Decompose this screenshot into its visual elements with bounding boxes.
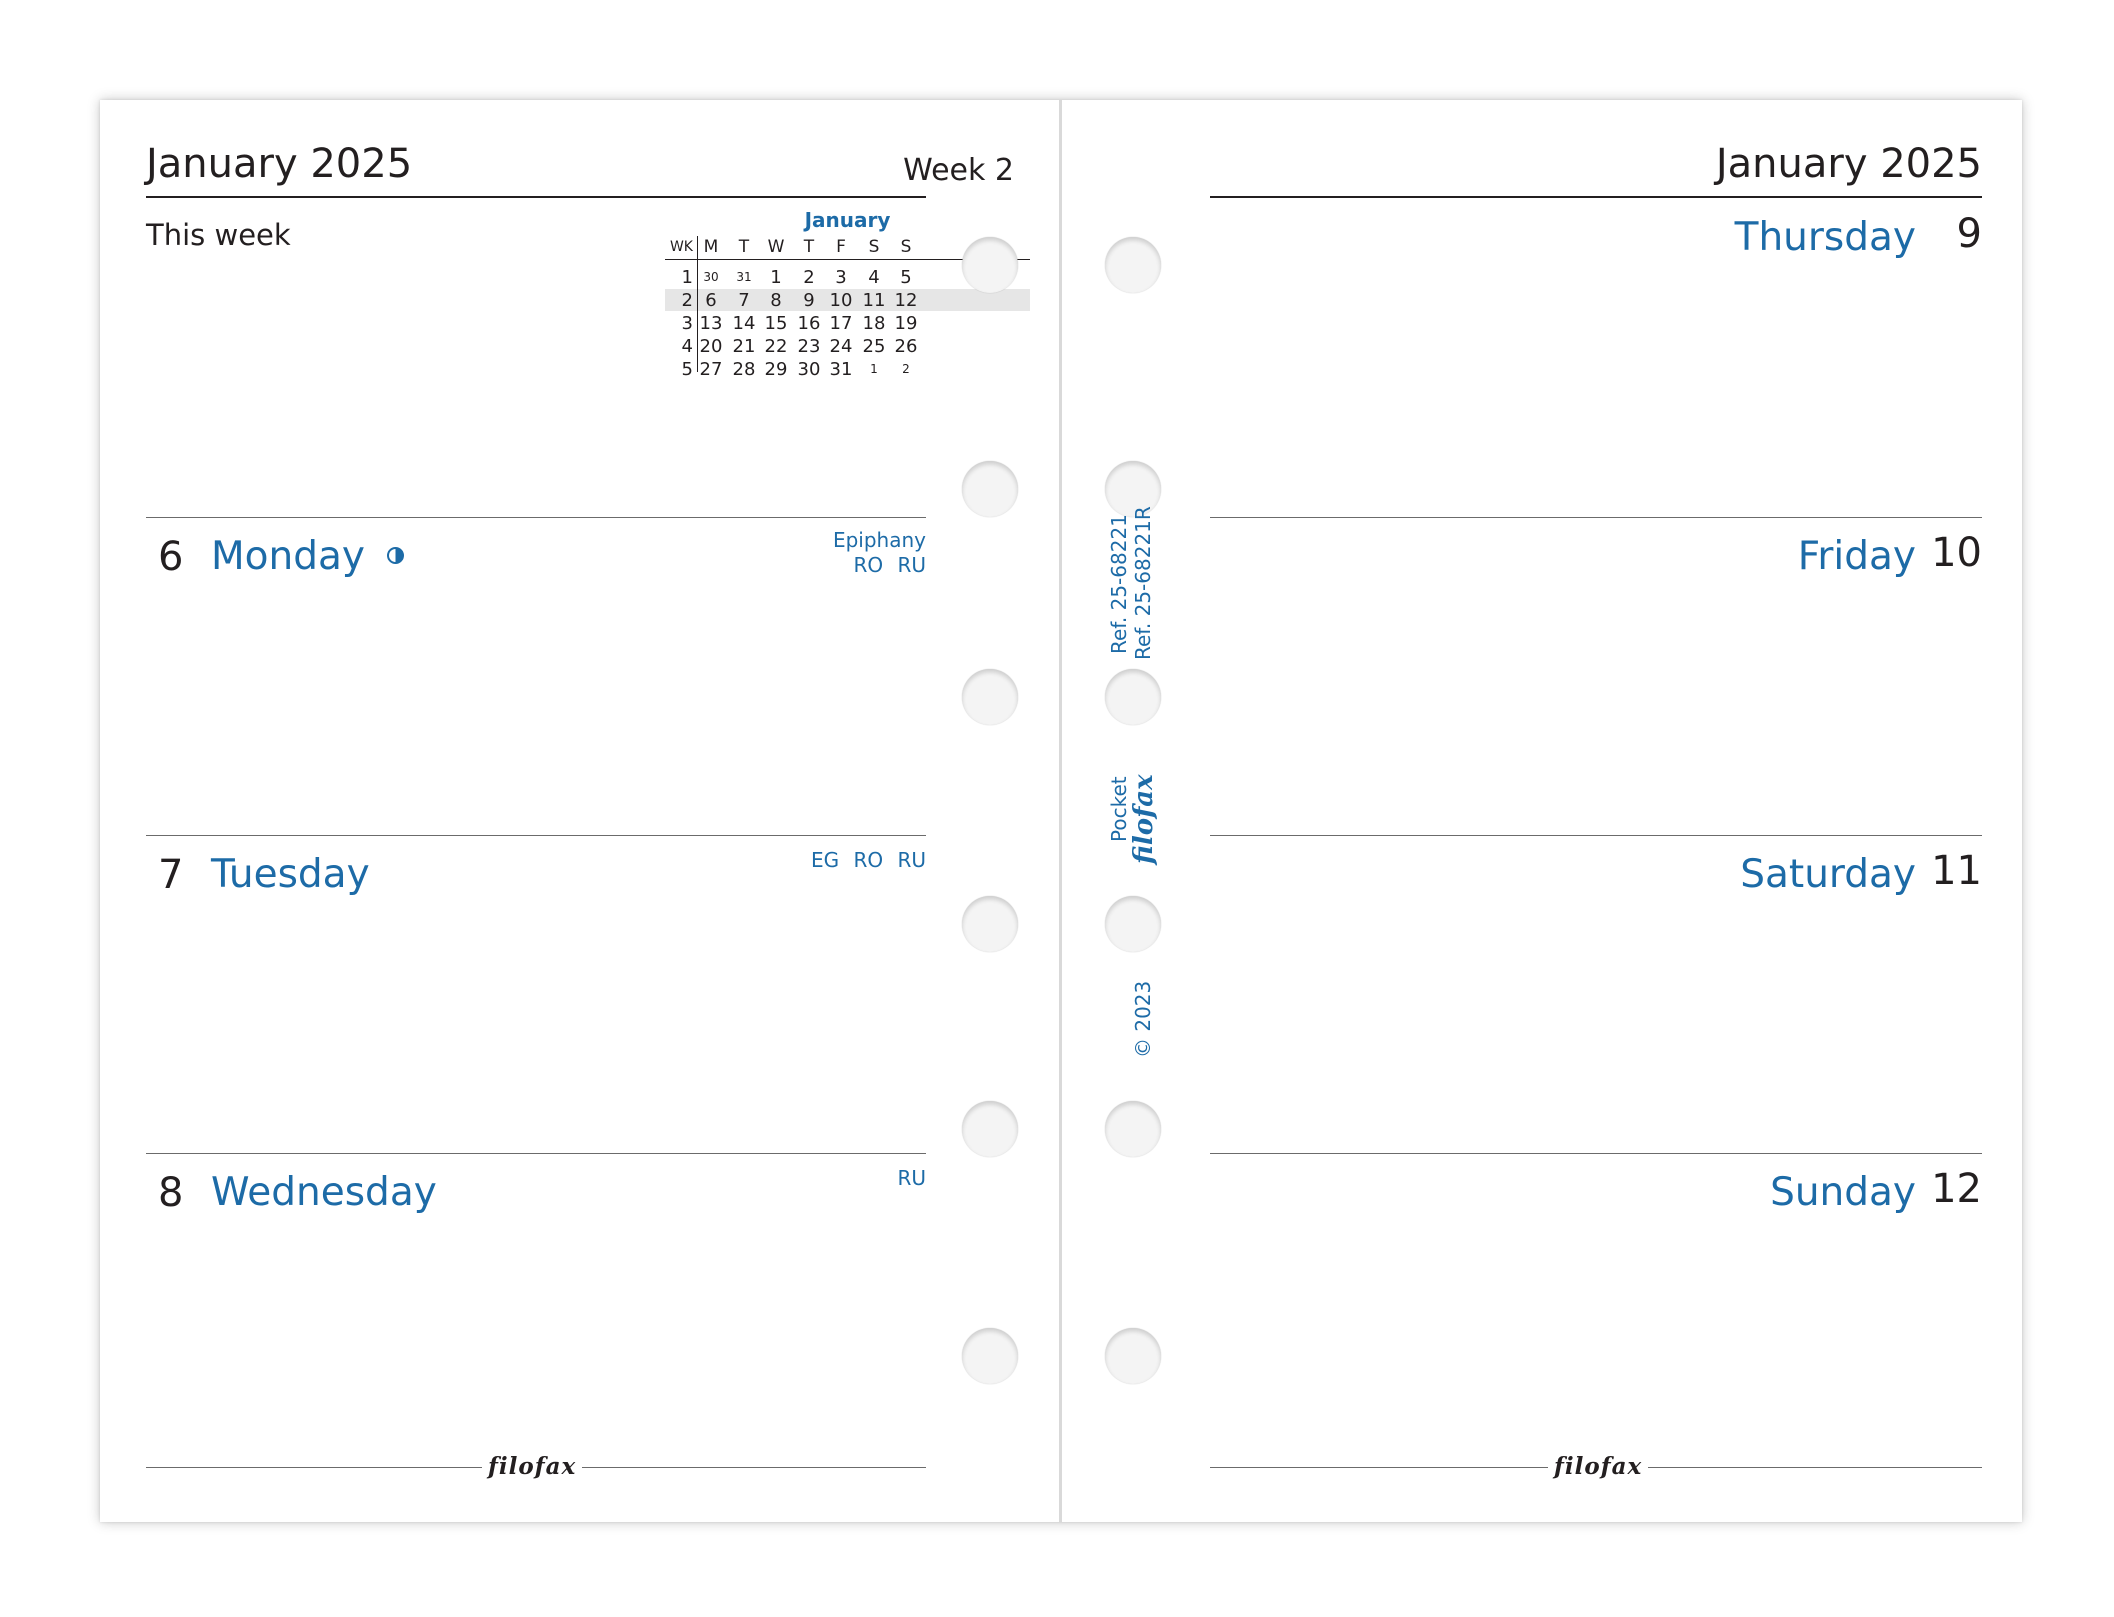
mini-calendar-day: 31 — [829, 359, 853, 380]
filofax-logo: filofax — [1548, 1453, 1648, 1480]
binder-hole — [962, 669, 1018, 725]
holiday-countries: RO RU — [853, 553, 926, 577]
holiday-countries: RU — [897, 1166, 926, 1190]
day-name: Saturday — [1740, 852, 1916, 897]
section-divider — [1210, 517, 1982, 518]
holiday-note: Epiphany — [832, 528, 926, 552]
mcal-head: T — [738, 237, 750, 257]
section-divider — [1210, 835, 1982, 836]
right-month-title: January 2025 — [1715, 141, 1982, 187]
day-number: 10 — [1931, 530, 1982, 576]
day-number: 9 — [1956, 211, 1982, 257]
mini-calendar-day: 15 — [764, 313, 788, 334]
mini-calendar-day: 28 — [732, 359, 756, 380]
mini-calendar-week-row — [665, 312, 1030, 335]
binder-hole — [1105, 896, 1161, 952]
mcal-head: S — [900, 237, 912, 257]
binder-hole — [1105, 669, 1161, 725]
mcal-head: T — [803, 237, 815, 257]
mcal-head: W — [767, 237, 785, 257]
mini-calendar-day: 12 — [894, 290, 918, 311]
day-number: 12 — [1931, 1166, 1982, 1212]
mini-calendar-day: 25 — [862, 336, 886, 357]
binder-hole — [1105, 1328, 1161, 1384]
mcal-head-wk: WK — [669, 239, 693, 255]
filofax-spine-logo: filofax — [1129, 774, 1159, 864]
this-week-label: This week — [146, 218, 291, 252]
mini-calendar-day: 17 — [829, 313, 853, 334]
day-name: Wednesday — [211, 1170, 437, 1215]
mini-calendar-week-number: 4 — [681, 336, 693, 357]
mini-calendar-week-row — [665, 335, 1030, 358]
mini-calendar-day: 20 — [699, 336, 723, 357]
mini-calendar-day: 31 — [736, 270, 752, 284]
mini-calendar-week-number: 5 — [681, 359, 693, 380]
mini-calendar-day: 24 — [829, 336, 853, 357]
mini-calendar-day: 30 — [703, 270, 719, 284]
day-name: Thursday — [1734, 215, 1916, 260]
binder-hole — [962, 1101, 1018, 1157]
binder-hole — [962, 896, 1018, 952]
day-name: Sunday — [1770, 1170, 1916, 1215]
mini-calendar-week-row — [665, 289, 1030, 312]
binder-hole — [962, 461, 1018, 517]
mini-calendar-week-number: 1 — [681, 267, 693, 288]
binder-hole — [1105, 1101, 1161, 1157]
copyright: © 2023 — [1131, 980, 1155, 1058]
day-name — [211, 534, 404, 579]
mini-calendar-day: 2 — [803, 267, 815, 288]
day-name: Friday — [1797, 534, 1916, 579]
mini-calendar-day: 30 — [797, 359, 821, 380]
left-page — [100, 100, 1060, 1522]
mini-calendar-day: 10 — [829, 290, 853, 311]
day-number: 11 — [1931, 848, 1982, 894]
mini-calendar-day: 5 — [900, 267, 912, 288]
mini-calendar-day: 4 — [868, 267, 880, 288]
reference-code: Ref. 25-68221 — [1107, 514, 1131, 654]
filofax-logo: filofax — [482, 1453, 582, 1480]
mini-calendar-day: 6 — [705, 290, 717, 311]
mini-calendar-day: 26 — [894, 336, 918, 357]
left-header-rule — [146, 196, 926, 198]
mcal-head: M — [703, 237, 719, 257]
section-divider — [146, 1153, 926, 1154]
mini-calendar-month: January — [804, 208, 891, 232]
mini-calendar-day: 1 — [770, 267, 782, 288]
section-divider — [1210, 1153, 1982, 1154]
day-name-text: Monday — [211, 534, 365, 579]
mini-calendar-day: 8 — [770, 290, 782, 311]
mini-calendar-day: 7 — [738, 290, 750, 311]
mini-calendar-week-row — [665, 358, 1030, 381]
day-number: 7 — [158, 852, 184, 898]
mini-calendar-day: 22 — [764, 336, 788, 357]
mini-calendar-day: 27 — [699, 359, 723, 380]
binder-hole — [1105, 237, 1161, 293]
mini-calendar-day: 16 — [797, 313, 821, 334]
right-header-rule — [1210, 196, 1982, 198]
mini-calendar-day: 19 — [894, 313, 918, 334]
section-divider — [146, 835, 926, 836]
day-number: 6 — [158, 534, 184, 580]
binder-hole — [962, 1328, 1018, 1384]
mcal-head: F — [836, 237, 846, 257]
mini-calendar-day: 21 — [732, 336, 756, 357]
mini-calendar-day: 3 — [835, 267, 847, 288]
section-divider — [146, 517, 926, 518]
reference-code-refill: Ref. 25-68221R — [1131, 506, 1155, 660]
first-quarter-moon-icon — [387, 547, 404, 564]
mini-calendar-day: 14 — [732, 313, 756, 334]
mini-calendar-week-number: 2 — [681, 290, 693, 311]
binder-hole — [962, 237, 1018, 293]
mini-calendar-week-number: 3 — [681, 313, 693, 334]
mini-calendar-day: 9 — [803, 290, 815, 311]
left-month-title: January 2025 — [146, 141, 413, 187]
mcal-head: S — [868, 237, 880, 257]
size-label: Pocket — [1107, 776, 1131, 842]
mini-calendar-day: 23 — [797, 336, 821, 357]
right-page — [1062, 100, 2022, 1522]
mini-calendar-day: 1 — [870, 362, 878, 376]
week-label: Week 2 — [903, 153, 1014, 188]
mini-calendar-day: 29 — [764, 359, 788, 380]
mini-calendar-day: 13 — [699, 313, 723, 334]
mini-calendar-day: 2 — [902, 362, 910, 376]
day-name: Tuesday — [211, 852, 370, 897]
mini-calendar-day: 18 — [862, 313, 886, 334]
holiday-countries: EG RO RU — [810, 848, 926, 872]
day-number: 8 — [158, 1170, 184, 1216]
mini-calendar-day: 11 — [862, 290, 886, 311]
